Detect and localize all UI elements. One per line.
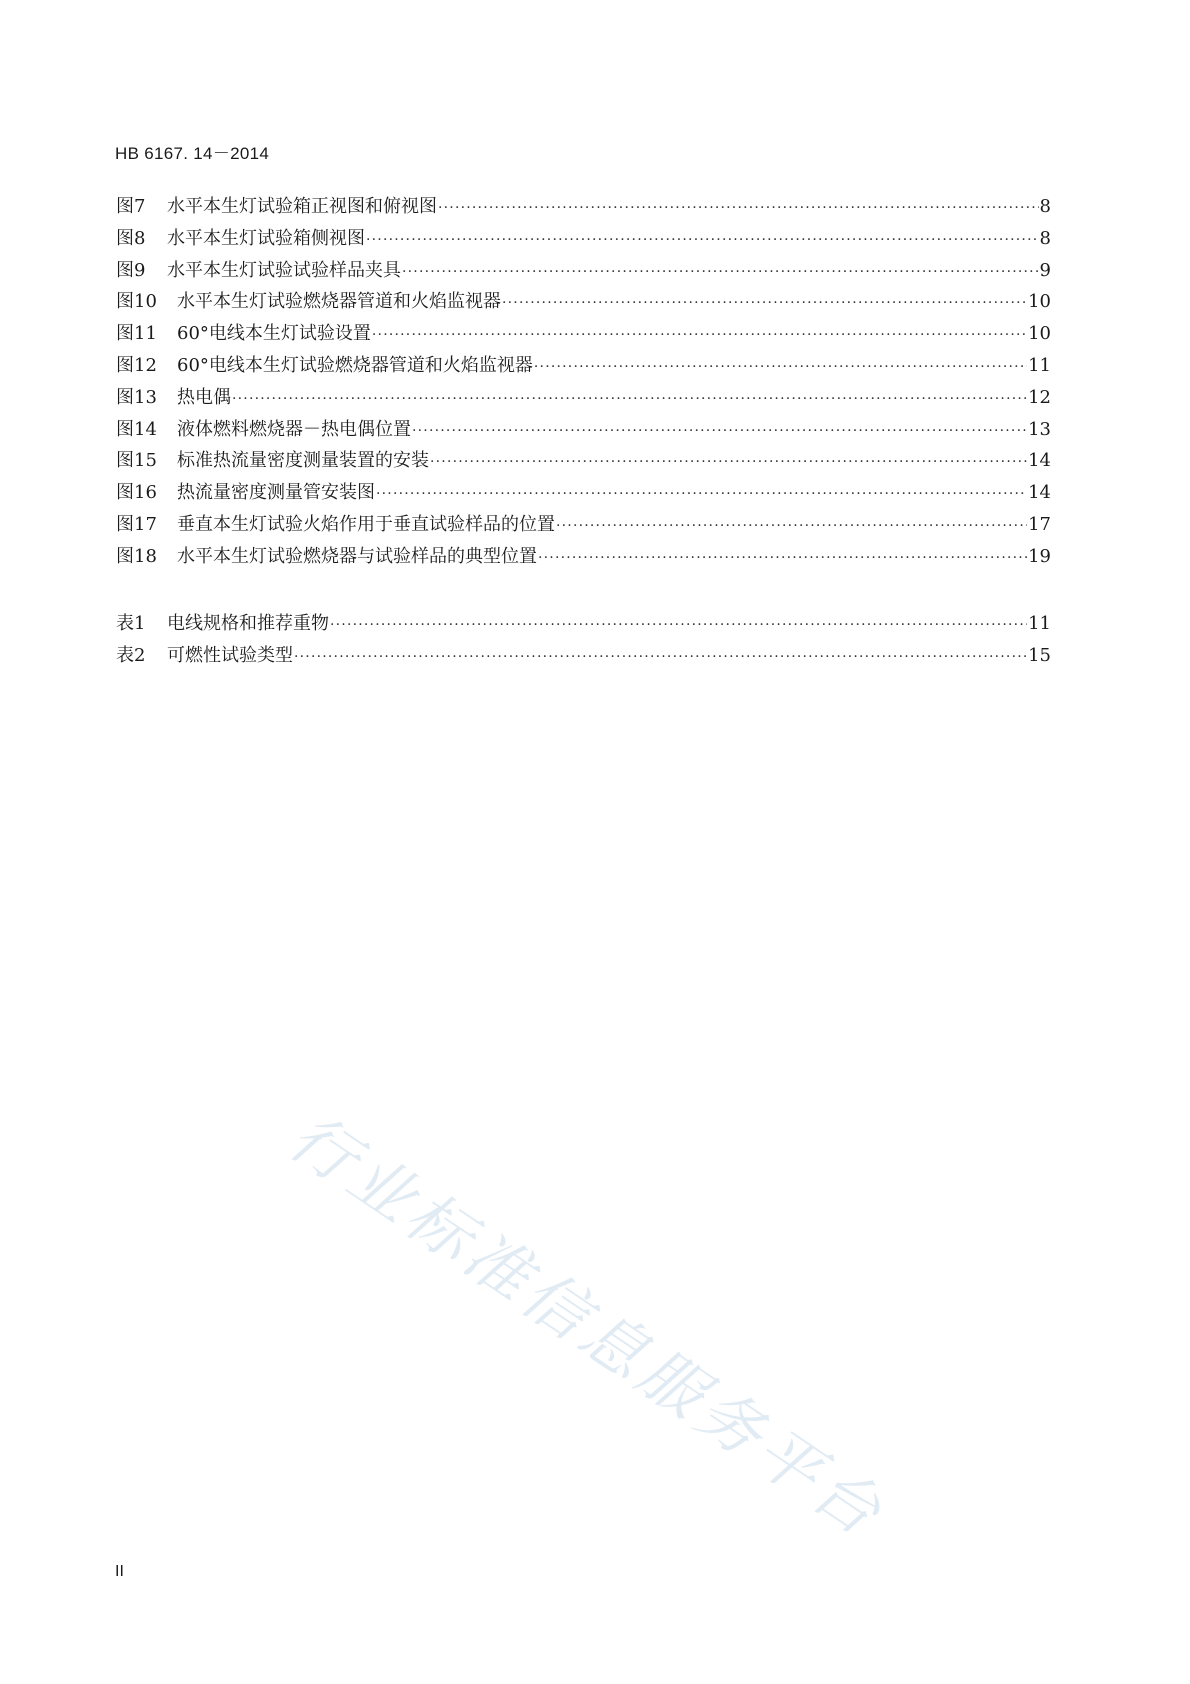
toc-entry-page: 13 <box>1028 418 1051 440</box>
toc-row-figure[interactable] <box>116 287 1051 319</box>
toc-entry-number: 图11 <box>116 323 157 345</box>
toc-entry-title: 电线规格和推荐重物 <box>167 613 329 634</box>
toc-entry-title: 水平本生灯试验燃烧器管道和火焰监视器 <box>177 291 501 313</box>
dot-leader <box>430 454 1027 470</box>
toc-entry-page: 14 <box>1028 482 1051 504</box>
toc-row-figure[interactable] <box>116 415 1051 447</box>
toc-entry-title: 可燃性试验类型 <box>167 644 293 666</box>
toc-entry-page: 17 <box>1028 513 1051 535</box>
dot-leader <box>330 617 1027 633</box>
toc-entry-page: 19 <box>1028 545 1051 567</box>
dot-leader <box>502 295 1027 311</box>
toc-row-table[interactable] <box>116 609 1051 641</box>
page-number: II <box>115 1563 124 1580</box>
toc-entry-number: 图7 <box>116 196 146 217</box>
toc-entry-page: 10 <box>1028 323 1051 345</box>
toc-entry-number: 图13 <box>116 386 157 408</box>
document-code-header: HB 6167. 14－2014 <box>115 144 270 163</box>
figure-list <box>116 192 1051 574</box>
toc-entry-page: 11 <box>1028 354 1051 376</box>
toc-entry-number: 图10 <box>116 291 157 313</box>
dot-leader <box>294 649 1027 665</box>
toc-entry-title: 垂直本生灯试验火焰作用于垂直试验样品的位置 <box>177 513 555 535</box>
toc-row-figure[interactable] <box>116 319 1051 351</box>
toc-row-figure[interactable] <box>116 510 1051 542</box>
toc-row-figure[interactable] <box>116 192 1051 224</box>
toc-row-table[interactable] <box>116 641 1051 673</box>
toc-entry-title: 液体燃料燃烧器－热电偶位置 <box>177 418 411 440</box>
toc-row-figure[interactable] <box>116 351 1051 383</box>
watermark: 行业标准信息服务平台 <box>275 1100 898 1554</box>
toc-entry-page: 12 <box>1028 386 1051 408</box>
toc-entry-title: 水平本生灯试验试验样品夹具 <box>167 259 401 281</box>
toc-entry-page: 15 <box>1028 644 1051 666</box>
toc-entry-page: 14 <box>1028 450 1051 472</box>
toc-row-figure[interactable] <box>116 446 1051 478</box>
toc-entry-page: 8 <box>1039 196 1051 217</box>
dot-leader <box>438 200 1039 216</box>
toc-entry-number: 图16 <box>116 482 157 504</box>
toc-entry-number: 图14 <box>116 418 157 440</box>
toc-entry-number: 图18 <box>116 545 157 567</box>
toc-entry-title: 水平本生灯试验箱正视图和俯视图 <box>167 196 437 217</box>
dot-leader <box>232 391 1027 407</box>
toc-entry-number: 图17 <box>116 513 157 535</box>
toc-entry-title: 60°电线本生灯试验设置 <box>177 323 371 345</box>
toc-entry-page: 11 <box>1028 613 1051 634</box>
toc-entry-page: 10 <box>1028 291 1051 313</box>
table-list <box>116 609 1051 673</box>
dot-leader <box>376 486 1027 502</box>
toc-entry-title: 热电偶 <box>177 386 231 408</box>
toc-entry-title: 水平本生灯试验箱侧视图 <box>167 227 365 249</box>
toc-entry-number: 图8 <box>116 227 146 249</box>
toc-entry-number: 图12 <box>116 354 157 376</box>
toc-entry-title: 热流量密度测量管安装图 <box>177 482 375 504</box>
toc-row-figure[interactable] <box>116 383 1051 415</box>
toc-entry-number: 图9 <box>116 259 146 281</box>
toc-row-figure[interactable] <box>116 478 1051 510</box>
dot-leader <box>372 327 1027 343</box>
toc-entry-title: 60°电线本生灯试验燃烧器管道和火焰监视器 <box>177 354 533 376</box>
dot-leader <box>366 232 1039 248</box>
dot-leader <box>534 359 1027 375</box>
dot-leader <box>538 550 1027 566</box>
toc-entry-number: 表2 <box>116 644 146 666</box>
toc-entry-page: 8 <box>1039 227 1051 249</box>
toc-entry-title: 标准热流量密度测量装置的安装 <box>177 450 429 472</box>
toc-entry-number: 图15 <box>116 450 157 472</box>
toc-entry-title: 水平本生灯试验燃烧器与试验样品的典型位置 <box>177 545 537 567</box>
dot-leader <box>402 264 1039 280</box>
toc-entry-number: 表1 <box>116 613 146 634</box>
toc-entry-page: 9 <box>1039 259 1051 281</box>
dot-leader <box>412 423 1027 439</box>
dot-leader <box>556 518 1027 534</box>
toc-row-figure[interactable] <box>116 256 1051 288</box>
toc-row-figure[interactable] <box>116 542 1051 574</box>
toc-row-figure[interactable] <box>116 224 1051 256</box>
